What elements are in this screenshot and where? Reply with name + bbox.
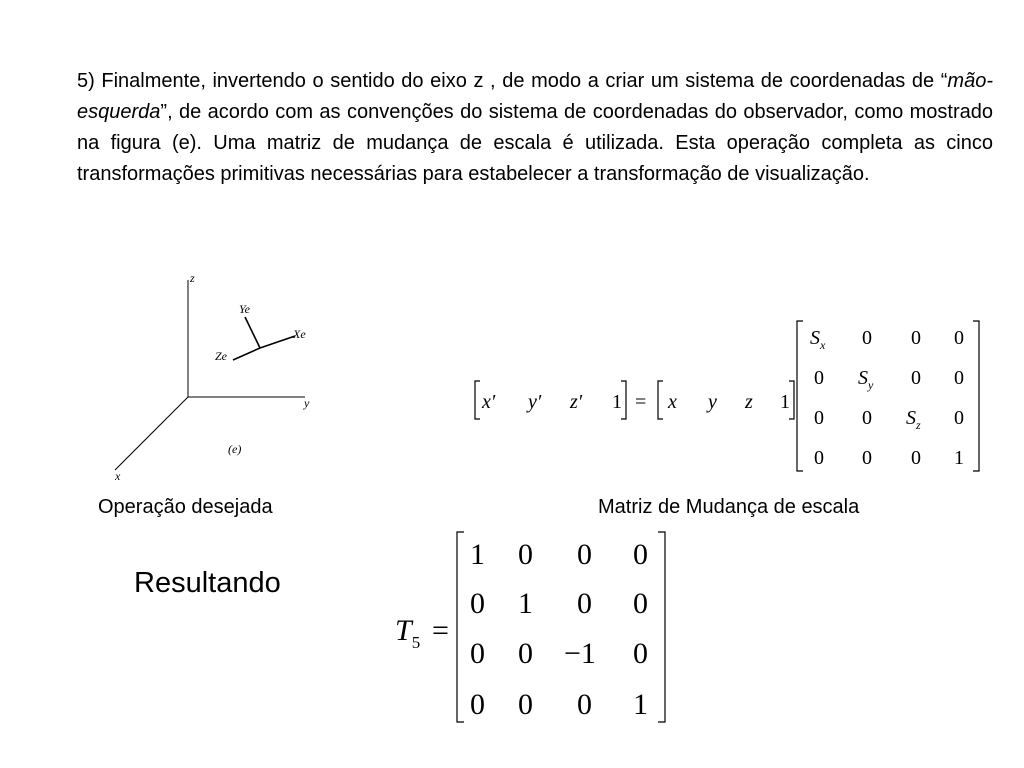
t5-equals: = — [432, 614, 449, 647]
t5-cell-4-3: 0 — [577, 688, 592, 721]
body-paragraph — [77, 66, 993, 190]
lhs-right-bracket — [621, 381, 626, 419]
t5-cell-1-1: 1 — [470, 538, 485, 571]
t5-cell-3-4: 0 — [633, 637, 648, 670]
rhs-z: z — [745, 391, 753, 413]
t5-right-bracket — [658, 532, 665, 722]
z-axis-label: z — [190, 271, 195, 285]
figure-caption-e: (e) — [228, 442, 242, 456]
paragraph-text-part2: ”, de acordo com as convenções do sistema de coordenadas do observador, como mostrado na figura (e). Uma matriz de mudança de escala é utilizada. Esta operação completa as cinco transformações primitivas necessárias para estabelecer a transformação de visualização. — [77, 101, 993, 185]
t5-cell-2-2: 1 — [518, 587, 533, 620]
ye-axis-label: Ye — [239, 302, 250, 316]
x-axis-line — [115, 397, 188, 470]
rhs-one: 1 — [780, 391, 790, 413]
rhs-left-bracket — [658, 381, 663, 419]
caption-operacao-desejada: Operação desejada — [98, 496, 273, 518]
t5-cell-1-2: 0 — [518, 538, 533, 571]
resultando-label: Resultando — [134, 567, 281, 599]
scale-cell-2-1: 0 — [814, 367, 824, 389]
t5-cell-4-4: 1 — [633, 688, 648, 721]
lhs-one: 1 — [612, 391, 622, 413]
t5-symbol — [395, 614, 420, 652]
xe-axis-label: Xe — [293, 327, 306, 341]
scale-cell-4-1: 0 — [814, 447, 824, 469]
lhs-z-prime: z′ — [570, 391, 583, 413]
sy-symbol: S — [858, 367, 868, 389]
lhs-y-prime: y′ — [528, 391, 542, 413]
xe-axis-line — [260, 336, 295, 348]
scale-cell-4-2: 0 — [862, 447, 872, 469]
scale-cell-2-3: 0 — [911, 367, 921, 389]
t5-cell-2-3: 0 — [577, 587, 592, 620]
scale-cell-4-4: 1 — [954, 447, 964, 469]
t5-letter: T — [395, 614, 412, 647]
paragraph-italic-term: mão-esquerda — [77, 70, 993, 123]
t5-cell-2-4: 0 — [633, 587, 648, 620]
rhs-right-bracket — [789, 381, 794, 419]
t5-subscript: 5 — [411, 633, 421, 652]
sx-symbol: S — [810, 327, 820, 349]
y-axis-label: y — [304, 396, 310, 410]
t5-cell-4-1: 0 — [470, 688, 485, 721]
scale-cell-1-3: 0 — [911, 327, 921, 349]
scale-cell-1-4: 0 — [954, 327, 964, 349]
scale-cell-4-3: 0 — [911, 447, 921, 469]
scale-matrix-left-bracket — [797, 321, 803, 471]
scale-cell-2-2 — [858, 367, 874, 392]
scale-cell-1-2: 0 — [862, 327, 872, 349]
rhs-x: x — [668, 391, 677, 413]
figure-e-axes-diagram — [105, 270, 335, 485]
t5-cell-3-3: −1 — [564, 637, 596, 670]
sz-symbol: S — [906, 407, 916, 429]
scale-cell-3-1: 0 — [814, 407, 824, 429]
scale-cell-3-3 — [906, 407, 921, 432]
ze-axis-label: Ze — [215, 349, 227, 363]
t5-equation — [395, 532, 665, 722]
x-axis-label: x — [115, 469, 121, 483]
t5-cell-3-1: 0 — [470, 637, 485, 670]
lhs-left-bracket — [475, 381, 480, 419]
scale-cell-3-2: 0 — [862, 407, 872, 429]
t5-cell-4-2: 0 — [518, 688, 533, 721]
sz-subscript: z — [916, 418, 921, 432]
t5-cell-1-3: 0 — [577, 538, 592, 571]
scale-equation — [475, 321, 979, 471]
t5-cell-3-2: 0 — [518, 637, 533, 670]
t5-cell-1-4: 0 — [633, 538, 648, 571]
caption-matriz-mudanca-escala: Matriz de Mudança de escala — [598, 496, 860, 518]
scale-cell-2-4: 0 — [954, 367, 964, 389]
ye-axis-line — [245, 317, 260, 348]
ze-axis-line — [233, 348, 260, 360]
lhs-x-prime: x′ — [482, 391, 496, 413]
t5-cell-2-1: 0 — [470, 587, 485, 620]
sy-subscript: y — [868, 378, 874, 392]
sx-subscript: x — [820, 338, 826, 352]
scale-equals: = — [635, 391, 647, 413]
scale-cell-1-1 — [810, 327, 826, 352]
rhs-y: y — [708, 391, 717, 413]
t5-left-bracket — [457, 532, 464, 722]
scale-cell-3-4: 0 — [954, 407, 964, 429]
scale-matrix-right-bracket — [973, 321, 979, 471]
paragraph-text-part1: 5) Finalmente, invertendo o sentido do eixo z , de modo a criar um sistema de coordenadas de “ — [77, 70, 948, 92]
